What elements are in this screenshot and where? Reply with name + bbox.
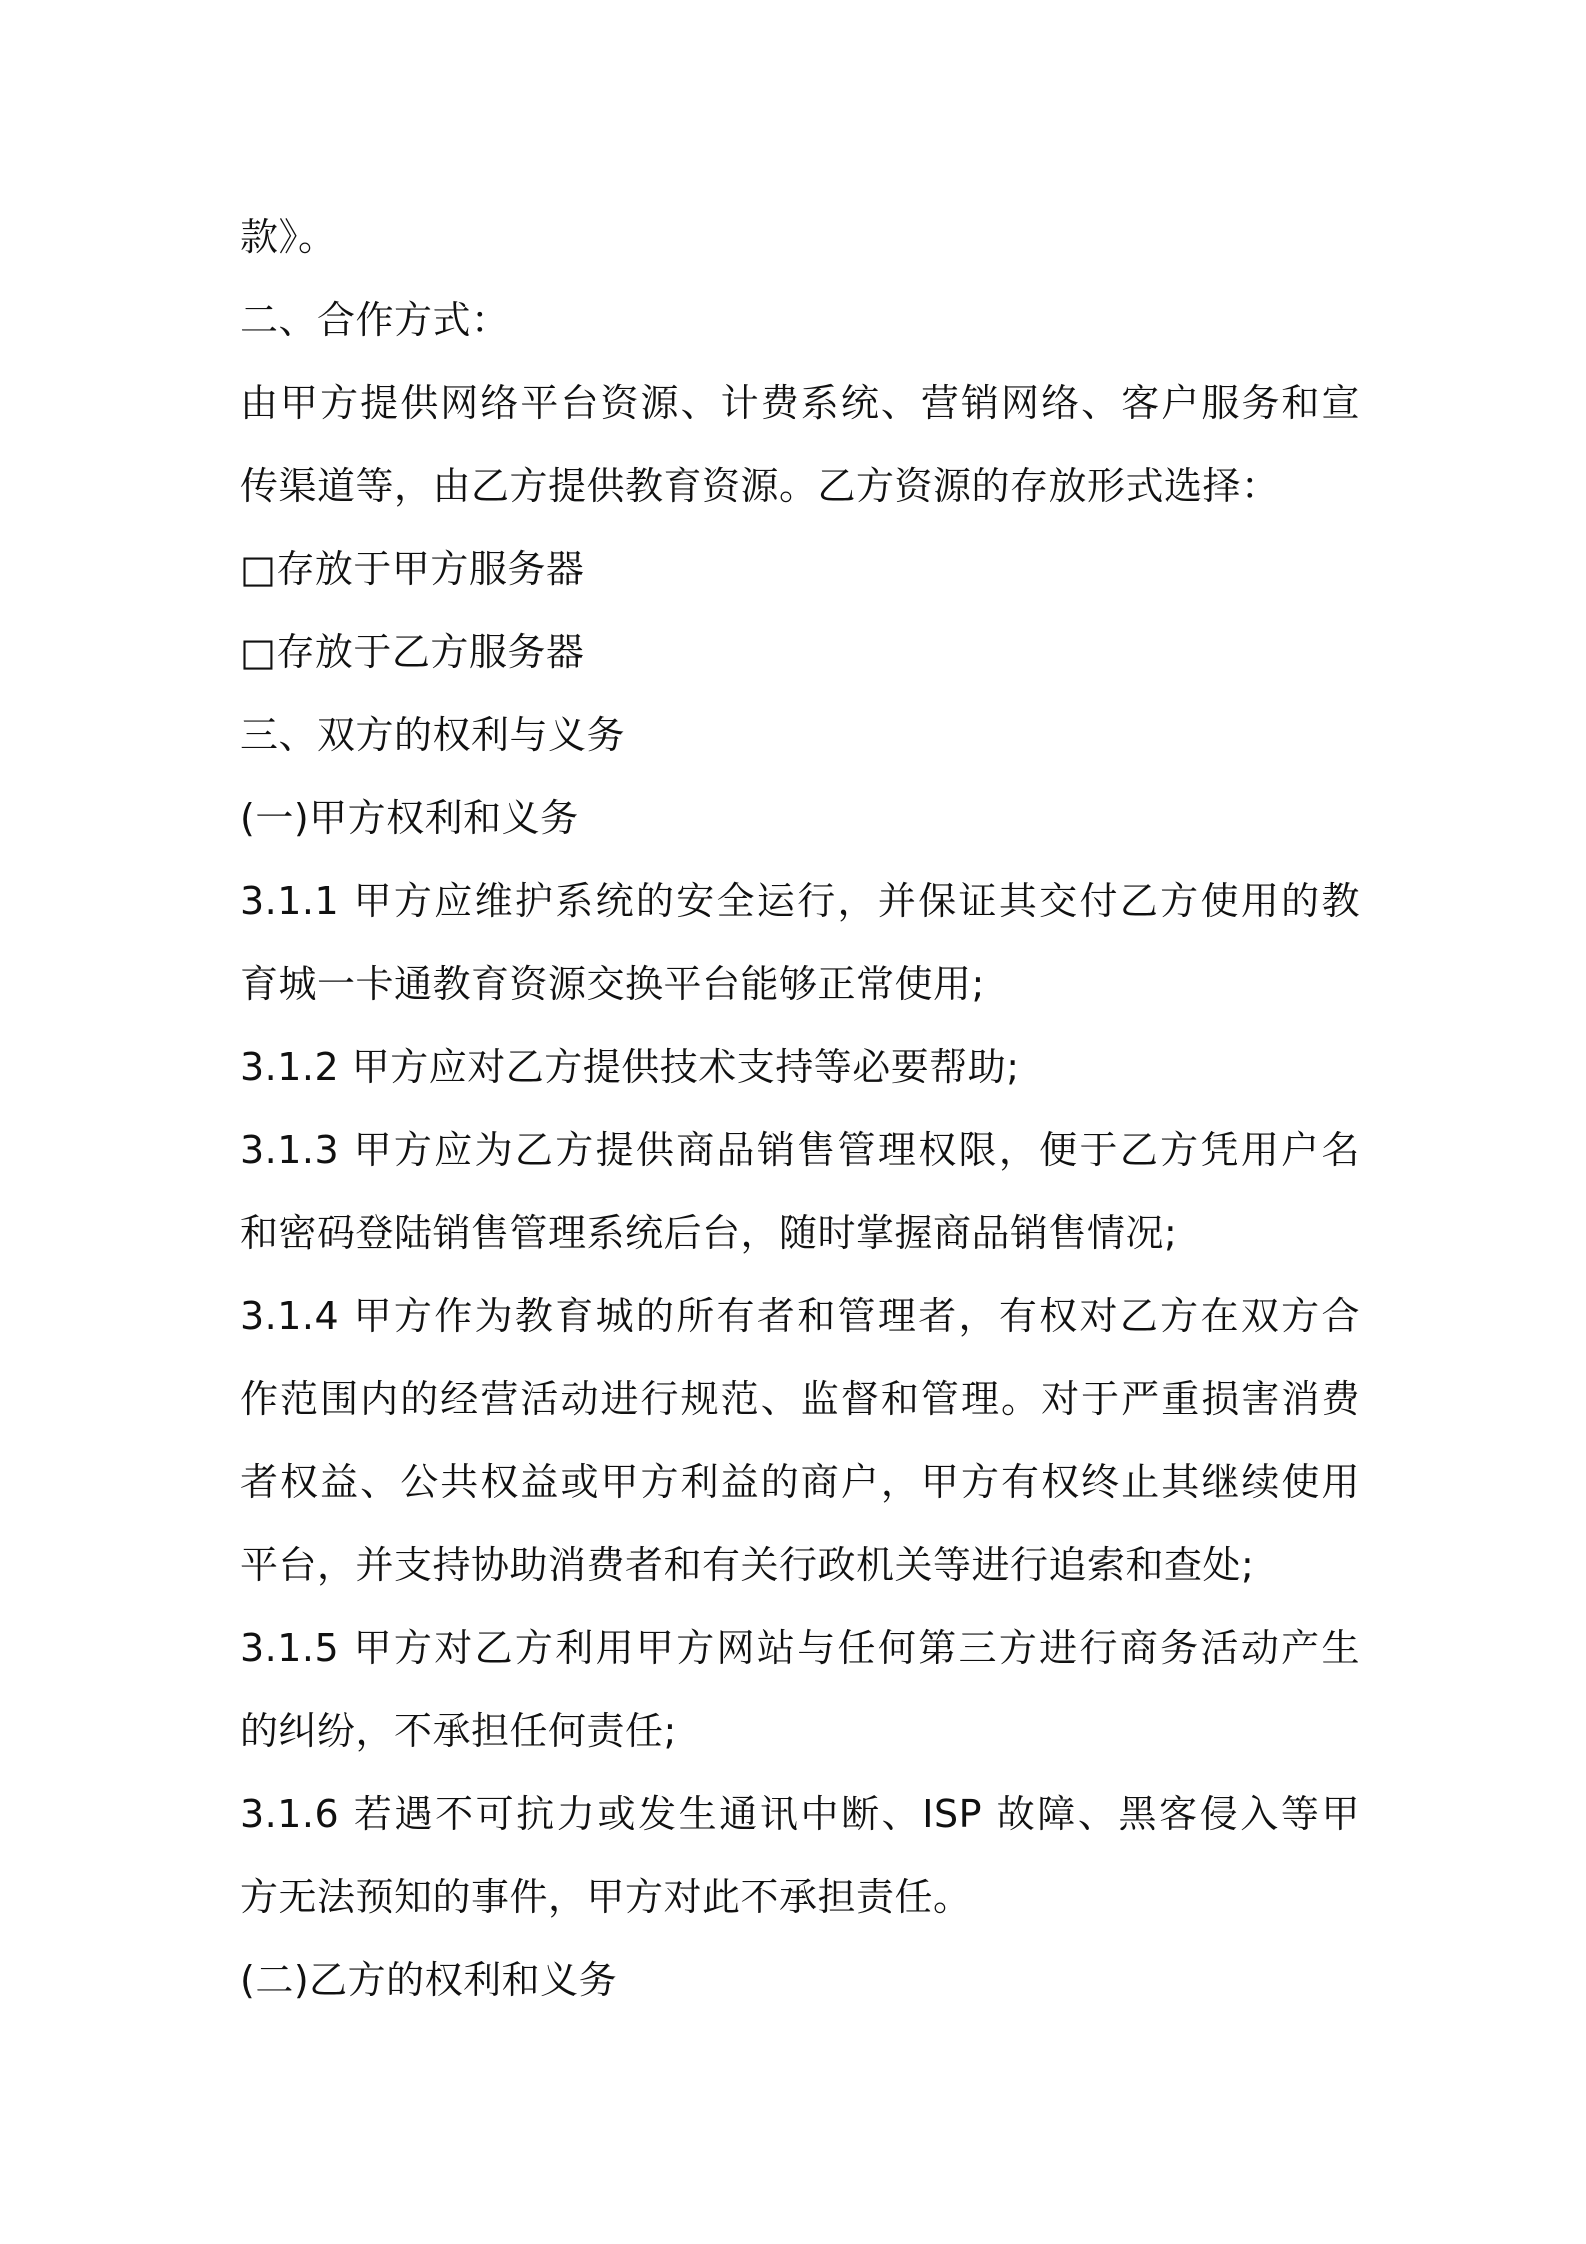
clause-3-1-4: 3.1.4 甲方作为教育城的所有者和管理者，有权对乙方在双方合 bbox=[240, 1294, 1360, 1338]
text-line: 款》。 bbox=[240, 215, 337, 259]
text-line: 和密码登陆销售管理系统后台，随时掌握商品销售情况; bbox=[240, 1211, 1178, 1255]
text-line: 方无法预知的事件，甲方对此不承担责任。 bbox=[240, 1875, 972, 1919]
text-line: 育城一卡通教育资源交换平台能够正常使用; bbox=[240, 962, 985, 1006]
text-line: 由甲方提供网络平台资源、计费系统、营销网络、客户服务和宣 bbox=[240, 381, 1360, 425]
document-body bbox=[240, 196, 1360, 2022]
clause-3-1-1: 3.1.1 甲方应维护系统的安全运行，并保证其交付乙方使用的教 bbox=[240, 879, 1360, 923]
checkbox-option-party-a-server: □存放于甲方服务器 bbox=[240, 547, 585, 591]
subsection-heading-party-a: (一)甲方权利和义务 bbox=[240, 796, 579, 840]
text-line: 的纠纷，不承担任何责任; bbox=[240, 1709, 677, 1753]
section-heading-cooperation: 二、合作方式： bbox=[240, 298, 510, 342]
checkbox-option-party-b-server: □存放于乙方服务器 bbox=[240, 630, 585, 674]
clause-3-1-6: 3.1.6 若遇不可抗力或发生通讯中断、ISP 故障、黑客侵入等甲 bbox=[240, 1792, 1360, 1836]
text-line: 者权益、公共权益或甲方利益的商户，甲方有权终止其继续使用 bbox=[240, 1460, 1360, 1504]
section-heading-rights-obligations: 三、双方的权利与义务 bbox=[240, 713, 626, 757]
clause-3-1-5: 3.1.5 甲方对乙方利用甲方网站与任何第三方进行商务活动产生 bbox=[240, 1626, 1360, 1670]
text-line: 传渠道等，由乙方提供教育资源。乙方资源的存放形式选择： bbox=[240, 464, 1280, 508]
subsection-heading-party-b: (二)乙方的权利和义务 bbox=[240, 1958, 618, 2002]
clause-3-1-2: 3.1.2 甲方应对乙方提供技术支持等必要帮助; bbox=[240, 1045, 1020, 1089]
clause-3-1-3: 3.1.3 甲方应为乙方提供商品销售管理权限，便于乙方凭用户名 bbox=[240, 1128, 1360, 1172]
text-line: 作范围内的经营活动进行规范、监督和管理。对于严重损害消费 bbox=[240, 1377, 1360, 1421]
text-line: 平台，并支持协助消费者和有关行政机关等进行追索和查处; bbox=[240, 1543, 1255, 1587]
